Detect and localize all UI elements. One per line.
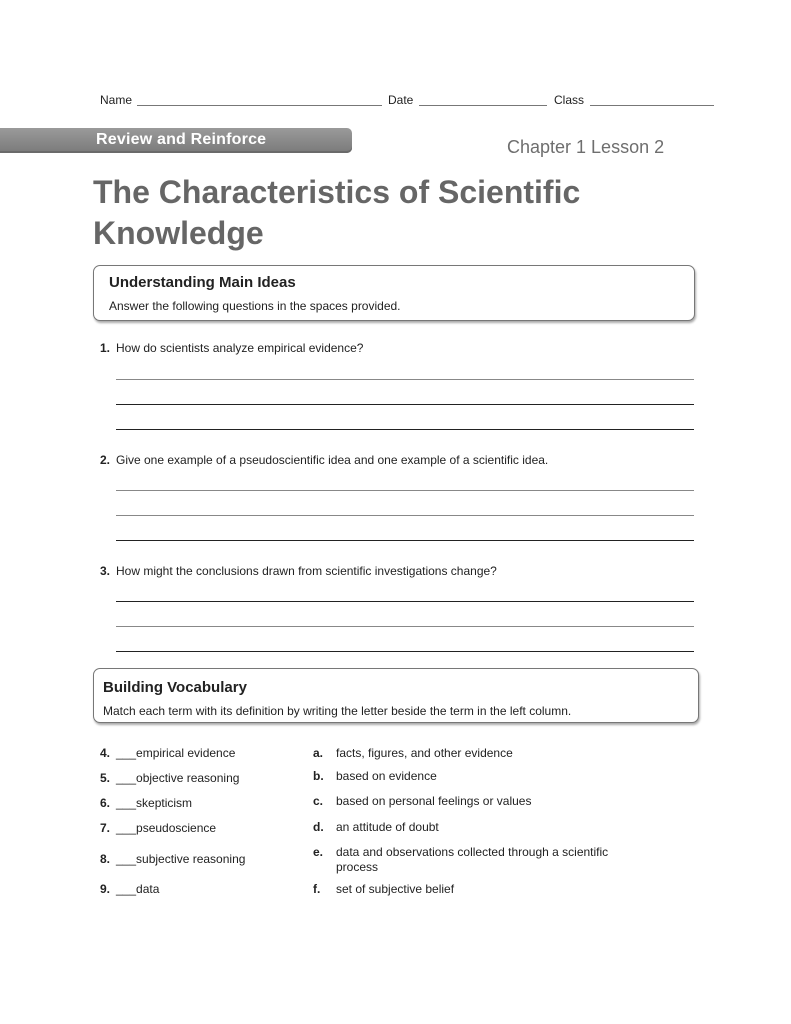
term-number: 7.: [100, 821, 111, 835]
term-text: ___data: [116, 882, 160, 896]
name-field[interactable]: [137, 105, 382, 106]
term-6: [100, 796, 192, 810]
answer-line[interactable]: [116, 429, 694, 430]
definition-letter: b.: [313, 769, 324, 783]
definition-text: based on personal feelings or values: [336, 794, 532, 808]
question-text: How do scientists analyze empirical evidence?: [116, 341, 364, 355]
main-ideas-heading: Understanding Main Ideas: [109, 274, 296, 291]
term-text: ___skepticism: [116, 796, 193, 810]
term-text: ___empirical evidence: [116, 746, 236, 760]
answer-line[interactable]: [116, 490, 694, 491]
term-9: [100, 882, 159, 896]
term-number: 5.: [100, 771, 111, 785]
term-number: 6.: [100, 796, 111, 810]
chapter-label: Chapter 1 Lesson 2: [507, 137, 665, 157]
definition-a: [313, 746, 636, 761]
term-number: 8.: [100, 852, 111, 866]
question-number: 3.: [100, 564, 111, 578]
vocabulary-box: [93, 668, 699, 723]
term-number: 4.: [100, 746, 111, 760]
term-text: ___pseudoscience: [116, 821, 217, 835]
question-3: [100, 564, 497, 578]
question-text: How might the conclusions drawn from scientific investigations change?: [116, 564, 497, 578]
answer-line[interactable]: [116, 404, 694, 405]
definition-letter: c.: [313, 794, 324, 808]
term-8: [100, 852, 245, 866]
definition-text: data and observations collected through a scientific process: [336, 845, 609, 874]
answer-line[interactable]: [116, 626, 694, 627]
name-label: Name: [100, 93, 133, 107]
vocabulary-instructions: Match each term with its definition by writing the letter beside the term in the left column.: [103, 704, 572, 718]
definition-text: an attitude of doubt: [336, 820, 439, 834]
term-number: 9.: [100, 882, 111, 896]
class-field[interactable]: [590, 105, 714, 106]
term-5: [100, 771, 239, 785]
definition-text: facts, figures, and other evidence: [336, 746, 513, 760]
question-2: [100, 453, 548, 467]
class-label: Class: [554, 93, 585, 107]
answer-line[interactable]: [116, 651, 694, 652]
vocabulary-heading: Building Vocabulary: [103, 679, 247, 696]
definition-text: based on evidence: [336, 769, 437, 783]
question-1: [100, 341, 363, 355]
term-text: ___objective reasoning: [116, 771, 240, 785]
review-banner: [0, 128, 352, 153]
date-label: Date: [388, 93, 414, 107]
answer-line[interactable]: [116, 515, 694, 516]
answer-line[interactable]: [116, 379, 694, 380]
page-title: The Characteristics of Scientific Knowledge: [93, 174, 581, 251]
definition-letter: d.: [313, 820, 324, 834]
question-number: 2.: [100, 453, 111, 467]
definition-b: [313, 769, 636, 784]
definition-letter: f.: [313, 882, 321, 896]
answer-line[interactable]: [116, 540, 694, 541]
definition-c: [313, 794, 636, 809]
term-4: [100, 746, 235, 760]
answer-line[interactable]: [116, 601, 694, 602]
main-ideas-instructions: Answer the following questions in the spaces provided.: [109, 299, 401, 313]
definition-text: set of subjective belief: [336, 882, 455, 896]
question-text: Give one example of a pseudoscientific idea and one example of a scientific idea.: [116, 453, 549, 467]
definition-letter: e.: [313, 845, 324, 859]
term-text: ___subjective reasoning: [116, 852, 246, 866]
date-field[interactable]: [419, 105, 547, 106]
main-ideas-box: [93, 265, 695, 321]
definition-letter: a.: [313, 746, 324, 760]
definition-f: [313, 882, 636, 897]
question-number: 1.: [100, 341, 111, 355]
definition-e: [313, 845, 636, 875]
definition-d: [313, 820, 636, 835]
banner-text: Review and Reinforce: [96, 131, 267, 148]
term-7: [100, 821, 216, 835]
